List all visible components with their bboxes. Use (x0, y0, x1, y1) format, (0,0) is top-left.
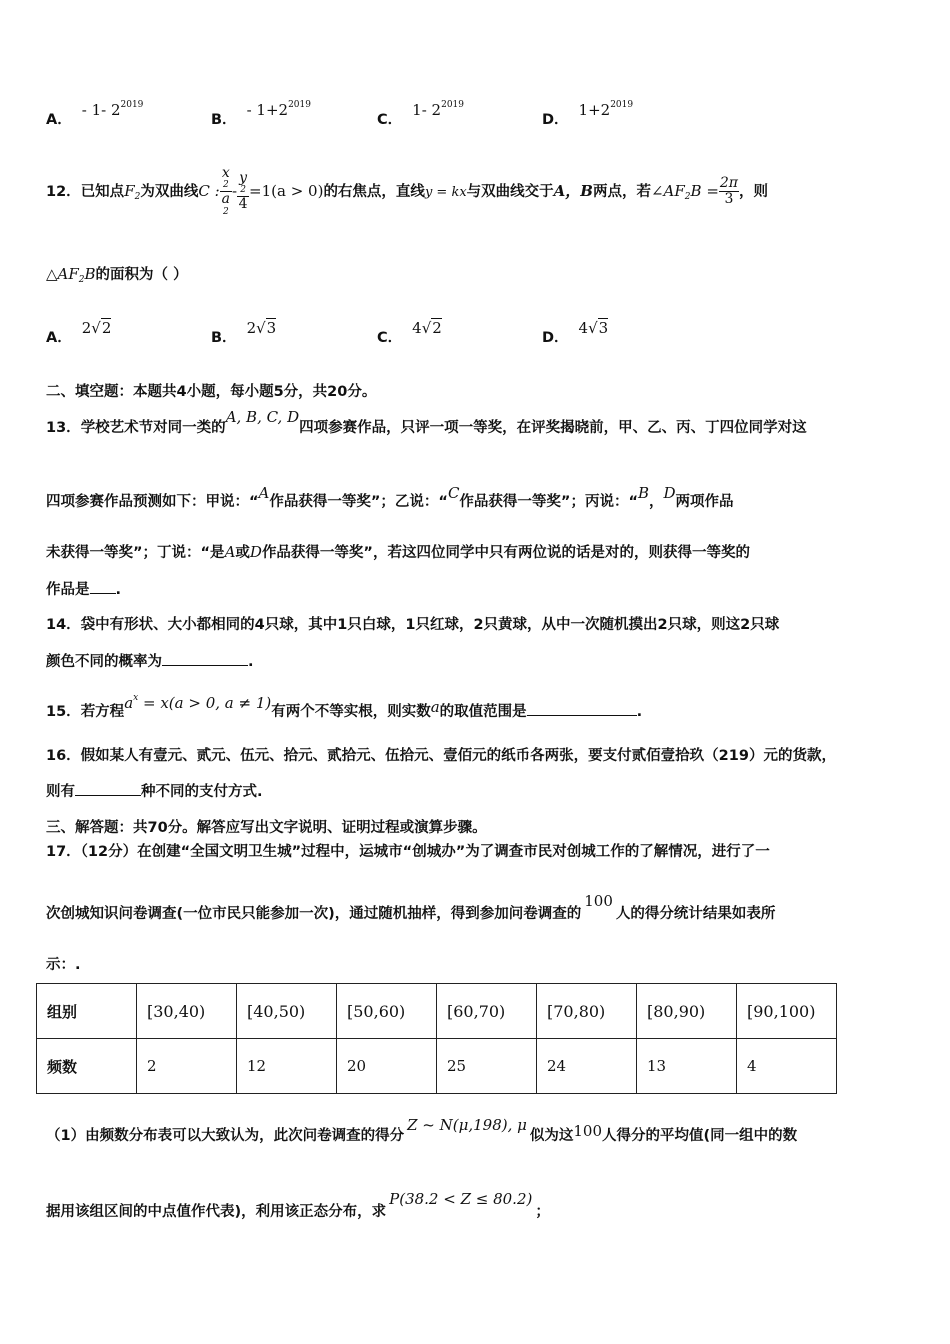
section-answer-title: 三、解答题：共70分。解答应写出文字说明、证明过程或演算步骤。 (46, 820, 487, 836)
table-row (37, 984, 837, 1039)
table-cell: 2 (137, 1039, 237, 1094)
q12-option-a: A．2√2 (46, 319, 112, 346)
y2-over-4: y 2 4 (238, 169, 248, 213)
question-15: 15．若方程$a^x = x(a > 0$, a ≠ 1)有两个不等实根，则实数a的取值范围是 . (46, 693, 643, 720)
option-b: B．- $1+2^{2019}$ (211, 100, 311, 128)
question-17-part-1: （1）由频数分布表可以大致认为，此次问卷调查的得分Z ~ N(μ,198), μ似为这100人得分的平均值(同一组中的数 (46, 1116, 798, 1144)
table-cell: [90,100) (737, 984, 837, 1039)
question-13-line3: 未获得一等奖”；丁说：“是A或D作品获得一等奖”，若这四位同学中只有两位说的话是对的，则获得一等奖的 (46, 543, 750, 561)
question-17: 17．（12分）在创建“全国文明卫生城”过程中，运城市“创城办”为了调查市民对创城工作的了解情况，进行了一 (46, 844, 770, 860)
question-14: 14．袋中有形状、大小都相同的4只球，其中1只白球，1只红球，2只黄球，从中一次随机摸出2只球，则这2只球 (46, 617, 780, 633)
question-14-line2: 颜色不同的概率为 . (46, 654, 254, 670)
table-cell: 20 (337, 1039, 437, 1094)
option-c-value: 1- $2^{2019}$ (412, 100, 464, 119)
answer-blank[interactable] (90, 581, 116, 594)
question-16-line2: 则有 种不同的支付方式. (46, 784, 263, 800)
answer-blank[interactable] (162, 653, 248, 666)
question-12-cont: $\triangle AF_2B$的面积为（ ） (46, 265, 188, 285)
table-cell: [50,60) (337, 984, 437, 1039)
frequency-table (36, 983, 837, 1094)
question-17-part-1-line2: 据用该组区间的中点值作代表)，利用该正态分布，求P(38.2 < Z ≤ 80.2)； (46, 1190, 550, 1220)
option-d-value: $1+2^{2019}$ (578, 100, 634, 119)
section-fill-in-title: 二、填空题：本题共4小题，每小题5分，共20分。 (46, 384, 377, 400)
table-row (37, 1039, 837, 1094)
table-cell: 13 (637, 1039, 737, 1094)
q12-option-b: B．2√3 (211, 319, 277, 346)
question-13-line4: 作品是 . (46, 582, 122, 598)
option-b-value: - $1+2^{2019}$ (246, 100, 311, 119)
option-a-value: - 1- $2^{2019}$ (81, 100, 144, 119)
table-cell: 24 (537, 1039, 637, 1094)
table-header-frequency: 频数 (37, 1039, 137, 1094)
q12-option-d: D．4√3 (542, 319, 609, 346)
table-cell: [40,50) (237, 984, 337, 1039)
two-pi-over-3: $\frac{2\pi}{3}$ (719, 174, 738, 208)
option-d: D．$1+2^{2019}$ (542, 100, 634, 128)
option-c: C．1- $2^{2019}$ (377, 100, 464, 128)
table-header-group: 组别 (37, 984, 137, 1039)
table-cell: [60,70) (437, 984, 537, 1039)
question-16: 16．假如某人有壹元、贰元、伍元、拾元、贰拾元、伍拾元、壹佰元的纸币各两张，要支付贰佰壹拾玖（219）元的货款， (46, 748, 836, 764)
table-cell: 4 (737, 1039, 837, 1094)
table-cell: 12 (237, 1039, 337, 1094)
answer-blank[interactable] (75, 783, 141, 796)
option-a: A．- 1- $2^{2019}$ (46, 100, 144, 128)
table-cell: [30,40) (137, 984, 237, 1039)
table-cell: [70,80) (537, 984, 637, 1039)
table-cell: 25 (437, 1039, 537, 1094)
q12-option-c: C．4√2 (377, 319, 442, 346)
x2-over-a2: x 2 a 2 (221, 165, 231, 217)
question-17-line2: 次创城知识问卷调查(一位市民只能参加一次)，通过随机抽样，得到参加问卷调查的100人的得分统计结果如表所 (46, 892, 776, 922)
question-17-line3: 示：. (46, 957, 81, 973)
answer-blank[interactable] (527, 703, 637, 716)
question-13-line2: 四项参赛作品预测如下：甲说：“A作品获得一等奖”；乙说：“C作品获得一等奖”；丙说：“B，D两项作品 (46, 484, 734, 510)
question-12: 12．已知点$F_2$为双曲线C : x 2 a 2 - y 2 4 =1(a > 0)的右焦点，直线y = kx与双曲线交于A，B两点，若$\angle AF_2B$ = $\frac{2\pi}{3}$ ，则 (46, 165, 768, 217)
question-13: 13．学校艺术节对同一类的A, B, C, D四项参赛作品，只评一项一等奖，在评奖揭晓前，甲、乙、丙、丁四位同学对这 (46, 408, 807, 436)
table-cell: [80,90) (637, 984, 737, 1039)
